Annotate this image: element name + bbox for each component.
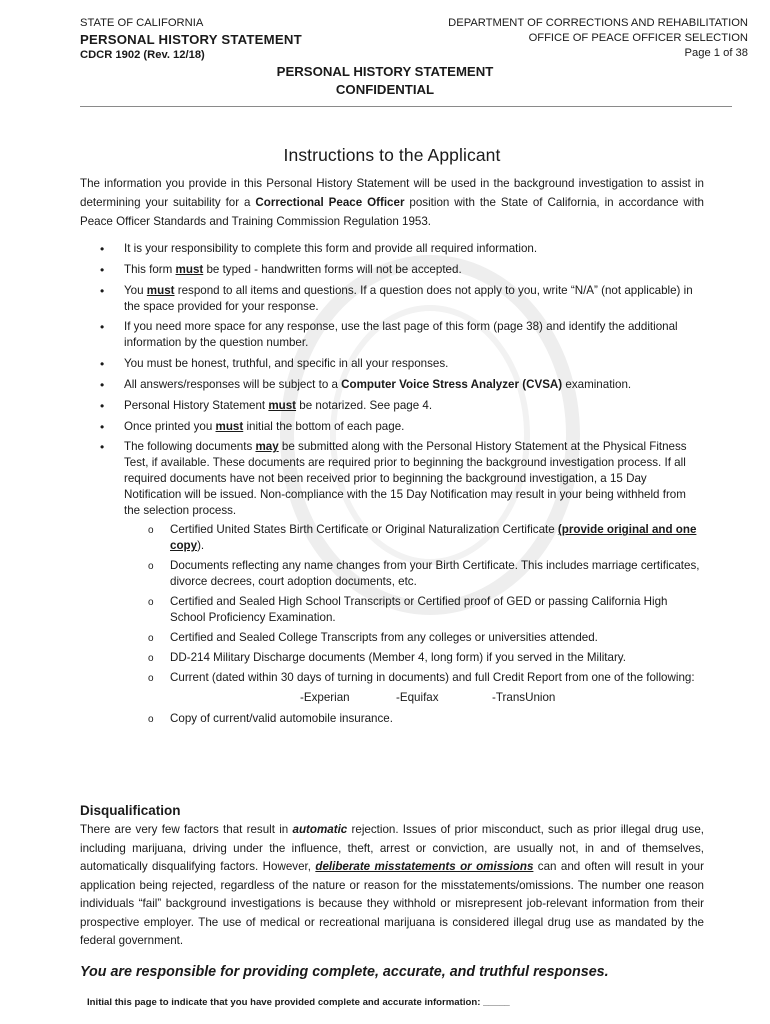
header-right [448,16,748,61]
document-item [124,522,704,554]
header-divider [80,106,732,107]
document-item [124,650,704,666]
instructions-list [80,241,704,727]
bureau-experian: -Experian [300,691,350,705]
credit-bureaus [170,690,704,706]
bullet-item [80,241,704,257]
document-item [124,670,704,706]
bullet-text: examination. [562,377,632,391]
document-text: Certified United States Birth Certificate or Original Naturalization Certificate [170,523,558,537]
instructions-heading: Instructions to the Applicant [283,145,501,165]
bullet-text: initial the bottom of each page. [243,419,405,433]
document-item [124,711,704,727]
document-emphasis: (provide original and one copy [170,523,697,553]
disq-text-b: rejection. Issues of prior misconduct, such as prior illegal drug use, including marijuana, driving under the influence, theft, arrest or conviction, are usually not, in and of themselves, automatically disqualifying factors. However, [80,823,704,873]
bullet-emphasis: may [255,440,279,454]
document-text: Documents reflecting any name changes from your Birth Certificate. This includes marriage certificates, divorce decrees, court adoption documents, etc. [170,559,700,589]
document-item [124,630,704,646]
bullet-item [80,283,704,315]
bullet-text: be submitted along with the Personal History Statement at the Physical Fitness Test, if available. These documents are required prior to beginning the background investigation process. If all required documents have not been received prior to beginning the background investigation, a 15 Day Notification will be issued. Non-compliance with the 15 Day Notification may result in your being withheld from the selection process. [124,440,687,518]
office-name: OFFICE OF PEACE OFFICER SELECTION [528,32,748,44]
bullet-text: This form [124,262,176,276]
header-left [80,16,302,63]
document-text: DD-214 Military Discharge documents (Member 4, long form) if you served in the Military. [170,651,626,665]
document-text: Current (dated within 30 days of turning in documents) and full Credit Report from one of the following: [170,671,695,685]
disq-text-c: can and often will result in your application being rejected, regardless of the nature or reason for the misstatements/omissions. The number one reason individuals “fail” background investigations is because they withhold or misrepresent job-relevant information from their prospective employer. The use of medical or recreational marijuana is considered illegal drug use as mandated by the federal government. [80,860,704,947]
bullet-text: be notarized. See page 4. [296,398,433,412]
title-line-1: PERSONAL HISTORY STATEMENT [276,64,494,79]
bullet-emphasis: must [175,262,204,276]
document-text: Copy of current/valid automobile insurance. [170,712,393,726]
bullet-text: Personal History Statement [124,398,269,412]
document-title [0,63,770,99]
bureau-equifax: -Equifax [396,691,439,705]
bullet-emphasis: must [215,419,244,433]
bullet-item [80,356,704,372]
bullet-text: Once printed you [124,419,216,433]
department-name: DEPARTMENT OF CORRECTIONS AND REHABILITATION [448,17,748,29]
bullet-item [80,262,704,278]
document-text: Certified and Sealed College Transcripts from any colleges or universities attended. [170,631,598,645]
form-number: CDCR 1902 (Rev. 12/18) [80,49,205,61]
title-line-2: CONFIDENTIAL [335,82,435,97]
disqualification-heading: Disqualification [80,803,181,818]
bullet-text: be typed - handwritten forms will not be accepted. [203,262,462,276]
bullet-item [80,319,704,351]
bullet-item [80,419,704,435]
disq-emphasis-automatic: automatic [292,823,348,836]
disq-text-a: There are very few factors that result in [80,823,293,836]
bullet-text: respond to all items and questions. If a question does not apply to you, write “N/A” (not applicable) in the space provided for your response. [124,283,693,313]
initial-line[interactable]: Initial this page to indicate that you have provided complete and accurate information: _____ [87,997,510,1008]
instructions-intro [80,174,704,231]
instructions-section [80,145,704,732]
bullet-emphasis: must [268,398,297,412]
bullet-text: It is your responsibility to complete this form and provide all required information. [124,242,538,255]
bullet-emphasis: must [146,283,175,297]
disqualification-text [80,821,704,951]
documents-list [124,522,704,727]
document-item [124,558,704,590]
bullet-text: If you need more space for any response, use the last page of this form (page 38) and identify the additional information by the question number. [124,320,678,350]
state-name: STATE OF CALIFORNIA [80,17,204,29]
form-name: PERSONAL HISTORY STATEMENT [80,32,302,47]
responsibility-statement: You are responsible for providing complete, accurate, and truthful responses. [80,964,609,980]
intro-text-b: position with the State of California, in accordance with Peace Officer Standards and Training Commission Regulation 1953. [80,196,705,228]
bullet-text: You must be honest, truthful, and specific in all your responses. [124,357,449,371]
document-item [124,594,704,626]
bullet-text: The following documents [124,440,256,454]
disq-emphasis-misstatements: deliberate misstatements or omissions [315,860,534,873]
intro-text-a: The information you provide in this Personal History Statement will be used in the background investigation to assist in determining your suitability for a [80,177,704,209]
document-text: ). [197,539,205,553]
bullet-emphasis: Computer Voice Stress Analyzer (CVSA) [341,377,563,391]
bullet-text: You [124,283,147,297]
bullet-item [80,398,704,414]
bureau-transunion: -TransUnion [492,691,556,705]
document-text: Certified and Sealed High School Transcripts or Certified proof of GED or passing California High School Proficiency Examination. [170,595,668,625]
bullet-item-documents [80,439,704,727]
bullet-text: All answers/responses will be subject to a [124,377,342,391]
intro-text-bold: Correctional Peace Officer [255,196,405,209]
bullet-item [80,377,704,393]
page-number: Page 1 of 38 [684,47,748,59]
